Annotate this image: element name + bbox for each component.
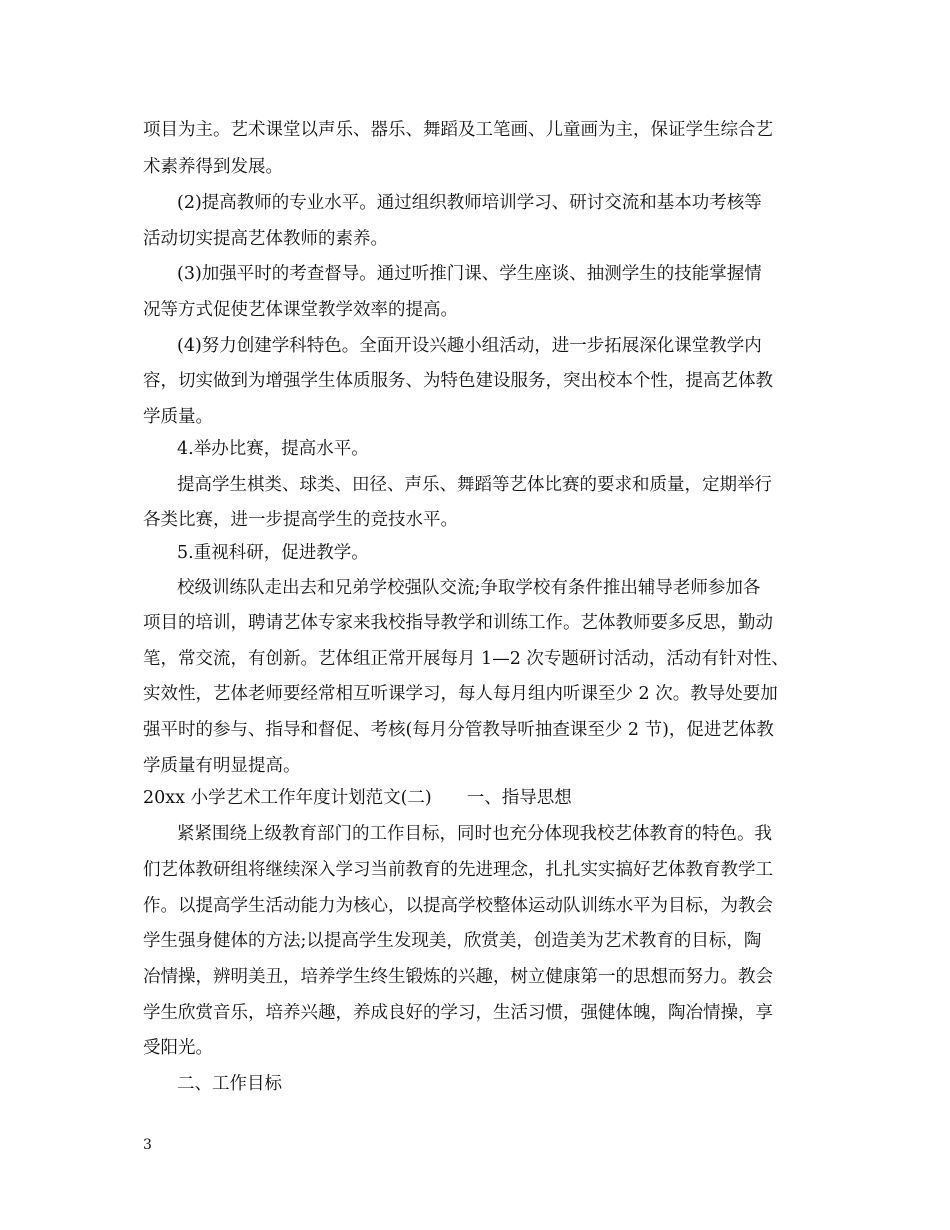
text-line: 实效性，艺体老师要经常相互听课学习，每人每月组内听课至少 2 次。教导处要加 <box>143 684 778 704</box>
text-line: 项目为主。艺术课堂以声乐、器乐、舞蹈及工笔画、儿童画为主，保证学生综合艺 <box>143 120 773 140</box>
text-line: 活动切实提高艺体教师的素养。 <box>143 229 388 249</box>
text-line: 况等方式促使艺体课堂教学效率的提高。 <box>143 300 458 320</box>
text-line: 5.重视科研，促进教学。 <box>177 543 369 563</box>
text-line: 术素养得到发展。 <box>143 157 283 177</box>
text-line: 们艺体教研组将继续深入学习当前教育的先进理念，扎扎实实搞好艺体教育教学工 <box>143 860 773 880</box>
text-line: 校级训练队走出去和兄弟学校强队交流;争取学校有条件推出辅导老师参加各 <box>177 578 761 598</box>
text-line: 容，切实做到为增强学生体质服务、为特色建设服务，突出校本个性，提高艺体教 <box>143 371 773 391</box>
section-heading: 二、工作目标 <box>177 1074 282 1094</box>
text-line: 4.举办比赛，提高水平。 <box>177 439 369 459</box>
text-line: (4)努力创建学科特色。全面开设兴趣小组活动，进一步拓展深化课堂教学内 <box>177 336 762 356</box>
page-number: 3 <box>143 1137 152 1153</box>
text-line: 学生强身健体的方法;以提高学生发现美，欣赏美，创造美为艺术教育的目标，陶 <box>143 931 762 951</box>
text-line: 强平时的参与、指导和督促、考核(每月分管教导听抽查课至少 2 节)，促进艺体教 <box>143 720 774 740</box>
text-line: 学质量。 <box>143 407 213 427</box>
text-line: 受阳光。 <box>143 1038 213 1058</box>
text-line: 作。以提高学生活动能力为核心，以提高学校整体运动队训练水平为目标，为教会 <box>143 896 773 916</box>
text-line: (2)提高教师的专业水平。通过组织教师培训学习、研讨交流和基本功考核等 <box>177 193 762 213</box>
text-line: 提高学生棋类、球类、田径、声乐、舞蹈等艺体比赛的要求和质量，定期举行 <box>177 475 772 495</box>
text-line: 各类比赛，进一步提高学生的竞技水平。 <box>143 510 458 530</box>
text-line: 冶情操，辨明美丑，培养学生终生锻炼的兴趣，树立健康第一的思想而努力。教会 <box>143 967 773 987</box>
text-line: 学生欣赏音乐，培养兴趣，养成良好的学习，生活习惯，强健体魄，陶冶情操，享 <box>143 1003 773 1023</box>
text-line: 紧紧围绕上级教育部门的工作目标，同时也充分体现我校艺体教育的特色。我 <box>177 824 772 844</box>
text-line: (3)加强平时的考查督导。通过听推门课、学生座谈、抽测学生的技能掌握情 <box>177 264 762 284</box>
text-line: 笔，常交流，有创新。艺体组正常开展每月 1—2 次专题研讨活动，活动有针对性、 <box>143 649 789 669</box>
section-heading: 20xx 小学艺术工作年度计划范文(二) 一、指导思想 <box>143 788 572 808</box>
text-line: 项目的培训，聘请艺体专家来我校指导教学和训练工作。艺体教师要多反思，勤动 <box>143 613 773 633</box>
text-line: 学质量有明显提高。 <box>143 756 301 776</box>
